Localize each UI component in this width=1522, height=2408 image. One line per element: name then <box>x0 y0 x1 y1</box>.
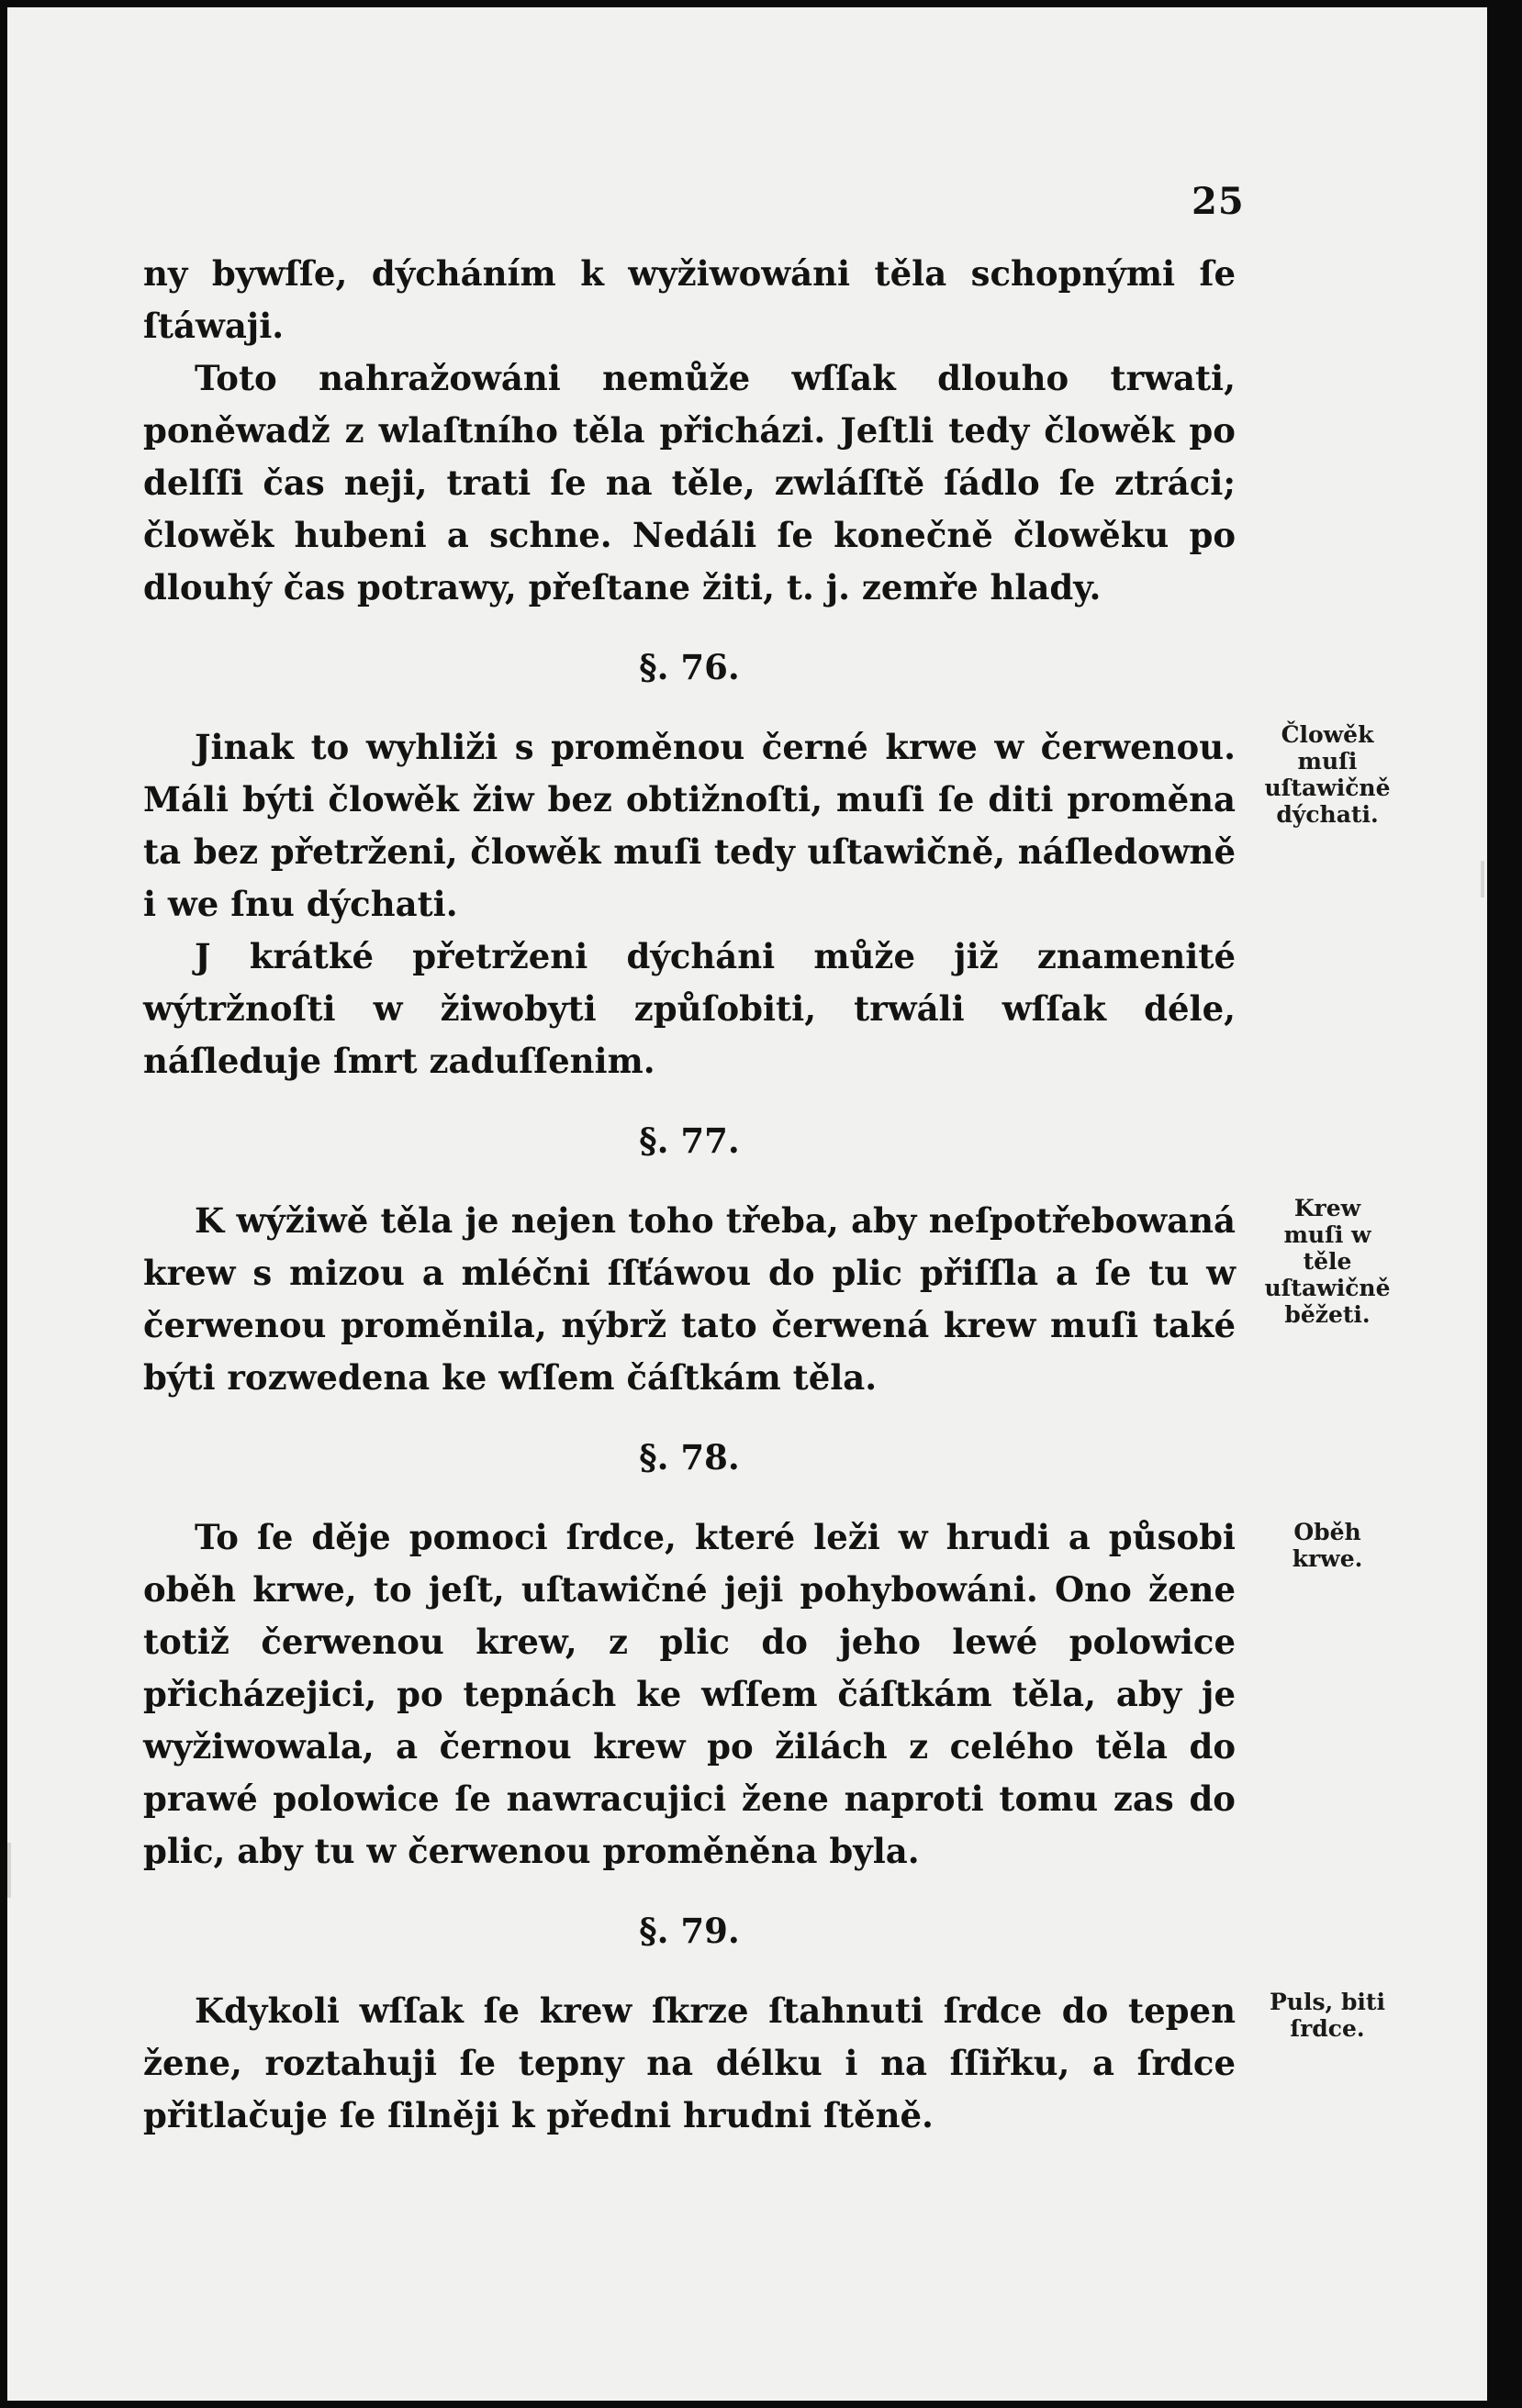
paragraph: Jinak to wyhliži s proměnou černé krwe w čerwenou. Máli býti člowěk žiw bez obtižnoſti, muſi ſe diti proměna ta bez přetrženi, člowěk muſi tedy uſtawičně, náſledowně i we ſnu dýchati. <box>143 727 1236 924</box>
section-heading-77: §. 77. <box>639 1120 740 1161</box>
section-heading-79: §. 79. <box>639 1911 740 1951</box>
paragraph: To ſe děje pomoci ſrdce, které leži w hrudi a působi oběh krwe, to jeſt, uſtawičné jeji pohybowáni. Ono žene totiž čerwenou krew, z plic do jeho lewé polowice přicházejici, po tepnách ke wſſem čáſtkám těla, aby je wyžiwowala, a černou krew po žilách z celého těla do prawé polowice ſe nawracujici žene naproti tomu zas do plic, aby tu w čerwenou proměněna byla. <box>143 1517 1236 1871</box>
paragraph: Kdykoli wſſak ſe krew ſkrze ſtahnuti ſrdce do tepen žene, roztahuji ſe tepny na délku i na ſſiřku, a ſrdce přitlačuje ſe ſilněji k předni hrudni ſtěně. <box>143 1990 1236 2135</box>
paragraph: ny bywſſe, dýcháním k wyžiwowáni těla schopnými ſe ſtáwaji. <box>143 253 1236 346</box>
section-heading-78: §. 78. <box>639 1437 740 1477</box>
scan-edge-mark <box>7 1843 11 1898</box>
section-intro <box>143 248 1236 614</box>
section-76 <box>143 721 1391 1087</box>
section-77 <box>143 1195 1391 1404</box>
margin-note: Oběh krwe. <box>1292 1519 1363 1572</box>
section-heading-76: §. 76. <box>639 647 740 687</box>
section-79 <box>143 1985 1385 2142</box>
page-number: 25 <box>1192 180 1245 223</box>
book-page <box>7 7 1487 2401</box>
paragraph: Toto nahražowáni nemůže wſſak dlouho trwati, poněwadž z wlaſtního těla přicházi. Jeſtli tedy člowěk po delſſi čas neji, trati ſe na těle, zwláſſtě ſádlo ſe ztráci; člowěk hubeni a schne. Nedáli ſe konečně člowěku po dlouhý čas potrawy, přeſtane žiti, t. j. zemře hlady. <box>143 358 1236 608</box>
margin-note: Člowěk muſi uſtawičně dýchati. <box>1264 721 1391 828</box>
paragraph: K wýžiwě těla je nejen toho třeba, aby neſpotřebowaná krew s mizou a mléčni ſſťáwou do plic přiſſla a ſe tu w čerwenou proměnila, nýbrž tato čerwená krew muſi také býti rozwedena ke wſſem čáſtkám těla. <box>143 1200 1236 1398</box>
margin-note: Krew muſi w těle uſtawičně běžeti. <box>1264 1195 1391 1328</box>
paragraph: J krátké přetrženi dýcháni může již znamenité wýtržnoſti w žiwobyti způſobiti, trwáli wſſak déle, náſleduje ſmrt zaduſſenim. <box>143 936 1236 1081</box>
section-78 <box>143 1511 1363 1878</box>
text-column <box>143 248 1391 2142</box>
scan-edge-mark <box>1481 861 1484 897</box>
margin-note: Puls, biti ſrdce. <box>1270 1989 1385 2042</box>
